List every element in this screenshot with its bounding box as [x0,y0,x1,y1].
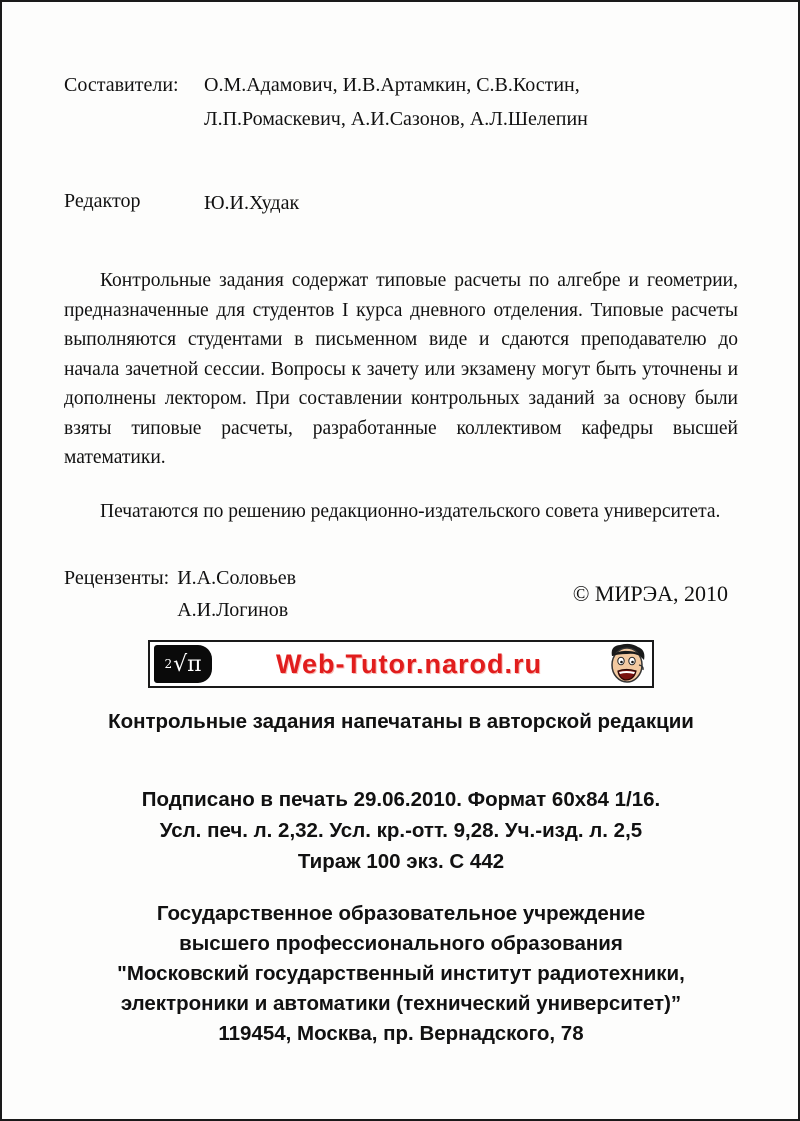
logo-exponent: 2 [164,657,173,671]
publication-note-paragraph: Печатаются по решению редакционно-издательского совета университета. [100,500,721,522]
reviewers-names [177,562,296,626]
compilers-line-1: О.М.Адамович, И.В.Артамкин, С.В.Костин, [204,74,580,96]
reviewers-label: Рецензенты: [64,567,170,589]
compilers-block [64,68,738,136]
reviewer-2: А.И.Логинов [177,599,289,621]
imprint-block [64,784,738,877]
imprint-line-3: Тираж 100 экз. С 442 [297,850,505,873]
watermark-text: Web-Tutor.narod.ru [276,648,542,679]
compilers-names [204,68,588,136]
imprint-line-1: Подписано в печать 29.06.2010. Формат 60х84 1/16. [141,788,661,811]
publisher-line-3: "Московский государственный институт радиотехники, [117,962,685,985]
reviewer-1: И.А.Соловьев [177,567,297,589]
imprint-line-2: Усл. печ. л. 2,32. Усл. кр.-отт. 9,28. Уч.-изд. л. 2,5 [159,819,643,842]
publisher-line-5: 119454, Москва, пр. Вернадского, 78 [218,1022,584,1045]
cartoon-face-icon [606,642,648,686]
editor-block [64,186,738,220]
compilers-line-2: Л.П.Ромаскевич, А.И.Сазонов, А.Л.Шелепин [204,108,588,130]
editor-name: Ю.И.Худак [204,192,300,214]
publisher-line-4: электроники и автоматики (технический университет)” [120,992,682,1015]
credits-block [64,562,738,626]
publisher-line-1: Государственное образовательное учреждение [156,902,646,925]
compilers-label: Составители: [64,74,179,96]
watermark-banner [148,640,654,688]
edition-note: Контрольные задания напечатаны в авторской редакции [108,710,694,733]
annotation-paragraph: Контрольные задания содержат типовые расчеты по алгебре и геометрии, предназначенные для студентов I курса дневного отделения. Типовые расчеты выполняются студентами в письменном виде и сдаются преподавателю до начала зачетной сессии. Вопросы к зачету или экзамену могут быть уточнены и дополнены лектором. При составлении контрольных заданий за основу были взяты типовые расчеты, разработанные коллективом кафедры высшей математики. [64,270,738,468]
editor-label: Редактор [64,190,141,212]
copyright-notice: © МИРЭА, 2010 [572,581,728,606]
publisher-block [64,899,738,1049]
reviewers-block [64,562,296,626]
logo-glyph: √π [173,651,202,677]
sqrt-pi-logo-icon [154,645,212,683]
publisher-line-2: высшего профессионального образования [179,932,623,955]
